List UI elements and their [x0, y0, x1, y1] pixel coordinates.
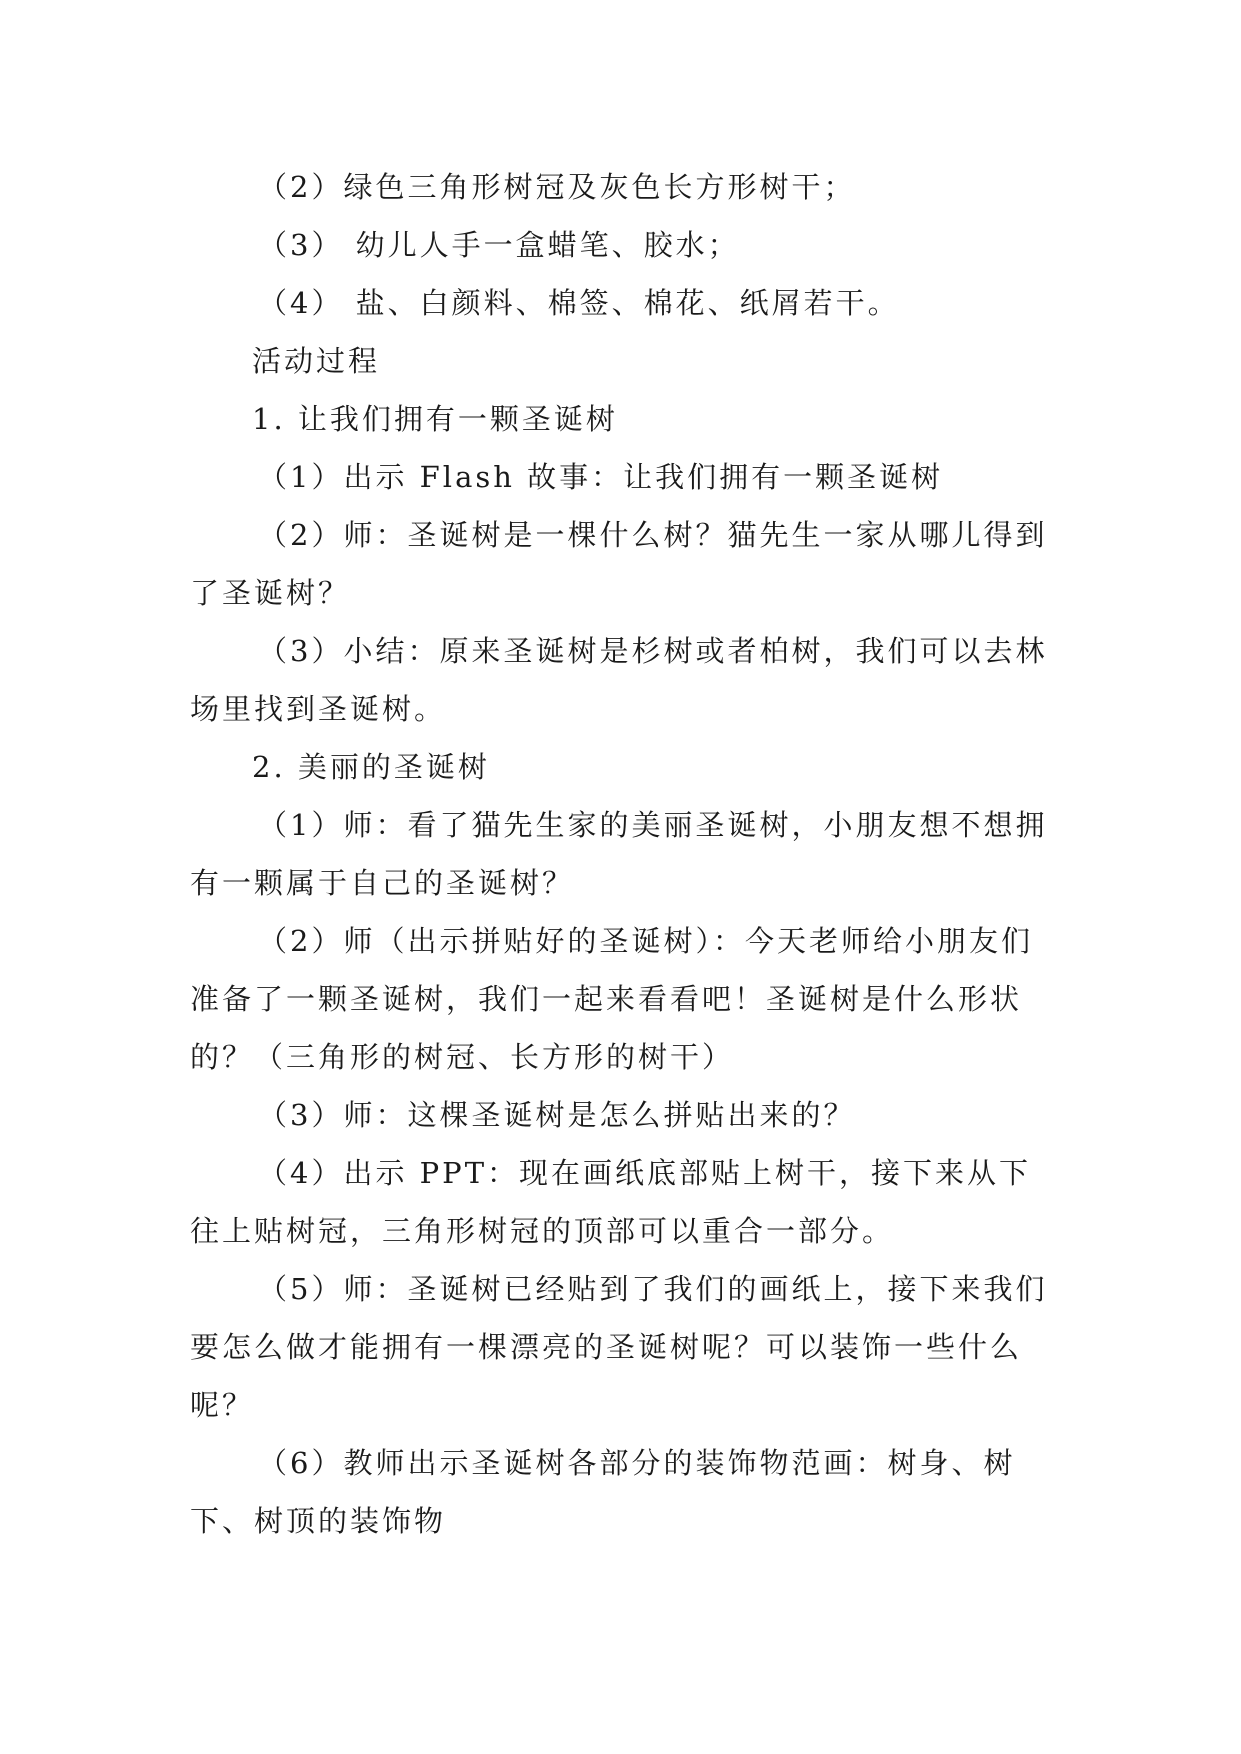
paragraph-step2-1: （1）师：看了猫先生家的美丽圣诞树，小朋友想不想拥有一颗属于自己的圣诞树？: [190, 808, 1048, 900]
paragraph-step1-1: （1）出示 Flash 故事：让我们拥有一颗圣诞树: [258, 460, 944, 494]
step-heading-2: 2. 美丽的圣诞树: [252, 750, 490, 784]
paragraph-materials-3: （3） 幼儿人手一盒蜡笔、胶水；: [258, 228, 740, 262]
paragraph-step1-3: （3）小结：原来圣诞树是杉树或者柏树，我们可以去林场里找到圣诞树。: [190, 634, 1048, 726]
paragraph-materials-2: （2）绿色三角形树冠及灰色长方形树干；: [258, 170, 856, 204]
step-heading-1: 1. 让我们拥有一颗圣诞树: [252, 402, 618, 436]
paragraph-materials-4: （4） 盐、白颜料、棉签、棉花、纸屑若干。: [258, 286, 900, 320]
paragraph-step2-4: （4）出示 PPT：现在画纸底部贴上树干，接下来从下往上贴树冠，三角形树冠的顶部可以重合一部分。: [190, 1156, 1032, 1248]
paragraph-step1-2: （2）师：圣诞树是一棵什么树？猫先生一家从哪儿得到了圣诞树？: [190, 518, 1048, 610]
paragraph-step2-6: （6）教师出示圣诞树各部分的装饰物范画：树身、树下、树顶的装饰物: [190, 1446, 1016, 1538]
paragraph-step2-5: （5）师：圣诞树已经贴到了我们的画纸上，接下来我们要怎么做才能拥有一棵漂亮的圣诞树呢？可以装饰一些什么呢？: [190, 1272, 1048, 1422]
section-heading-process: 活动过程: [252, 344, 381, 378]
paragraph-step2-2: （2）师（出示拼贴好的圣诞树）：今天老师给小朋友们准备了一颗圣诞树，我们一起来看看吧！圣诞树是什么形状的？（三角形的树冠、长方形的树干）: [190, 924, 1033, 1074]
paragraph-step2-3: （3）师：这棵圣诞树是怎么拼贴出来的？: [258, 1098, 856, 1132]
document-body: [190, 158, 1060, 1550]
